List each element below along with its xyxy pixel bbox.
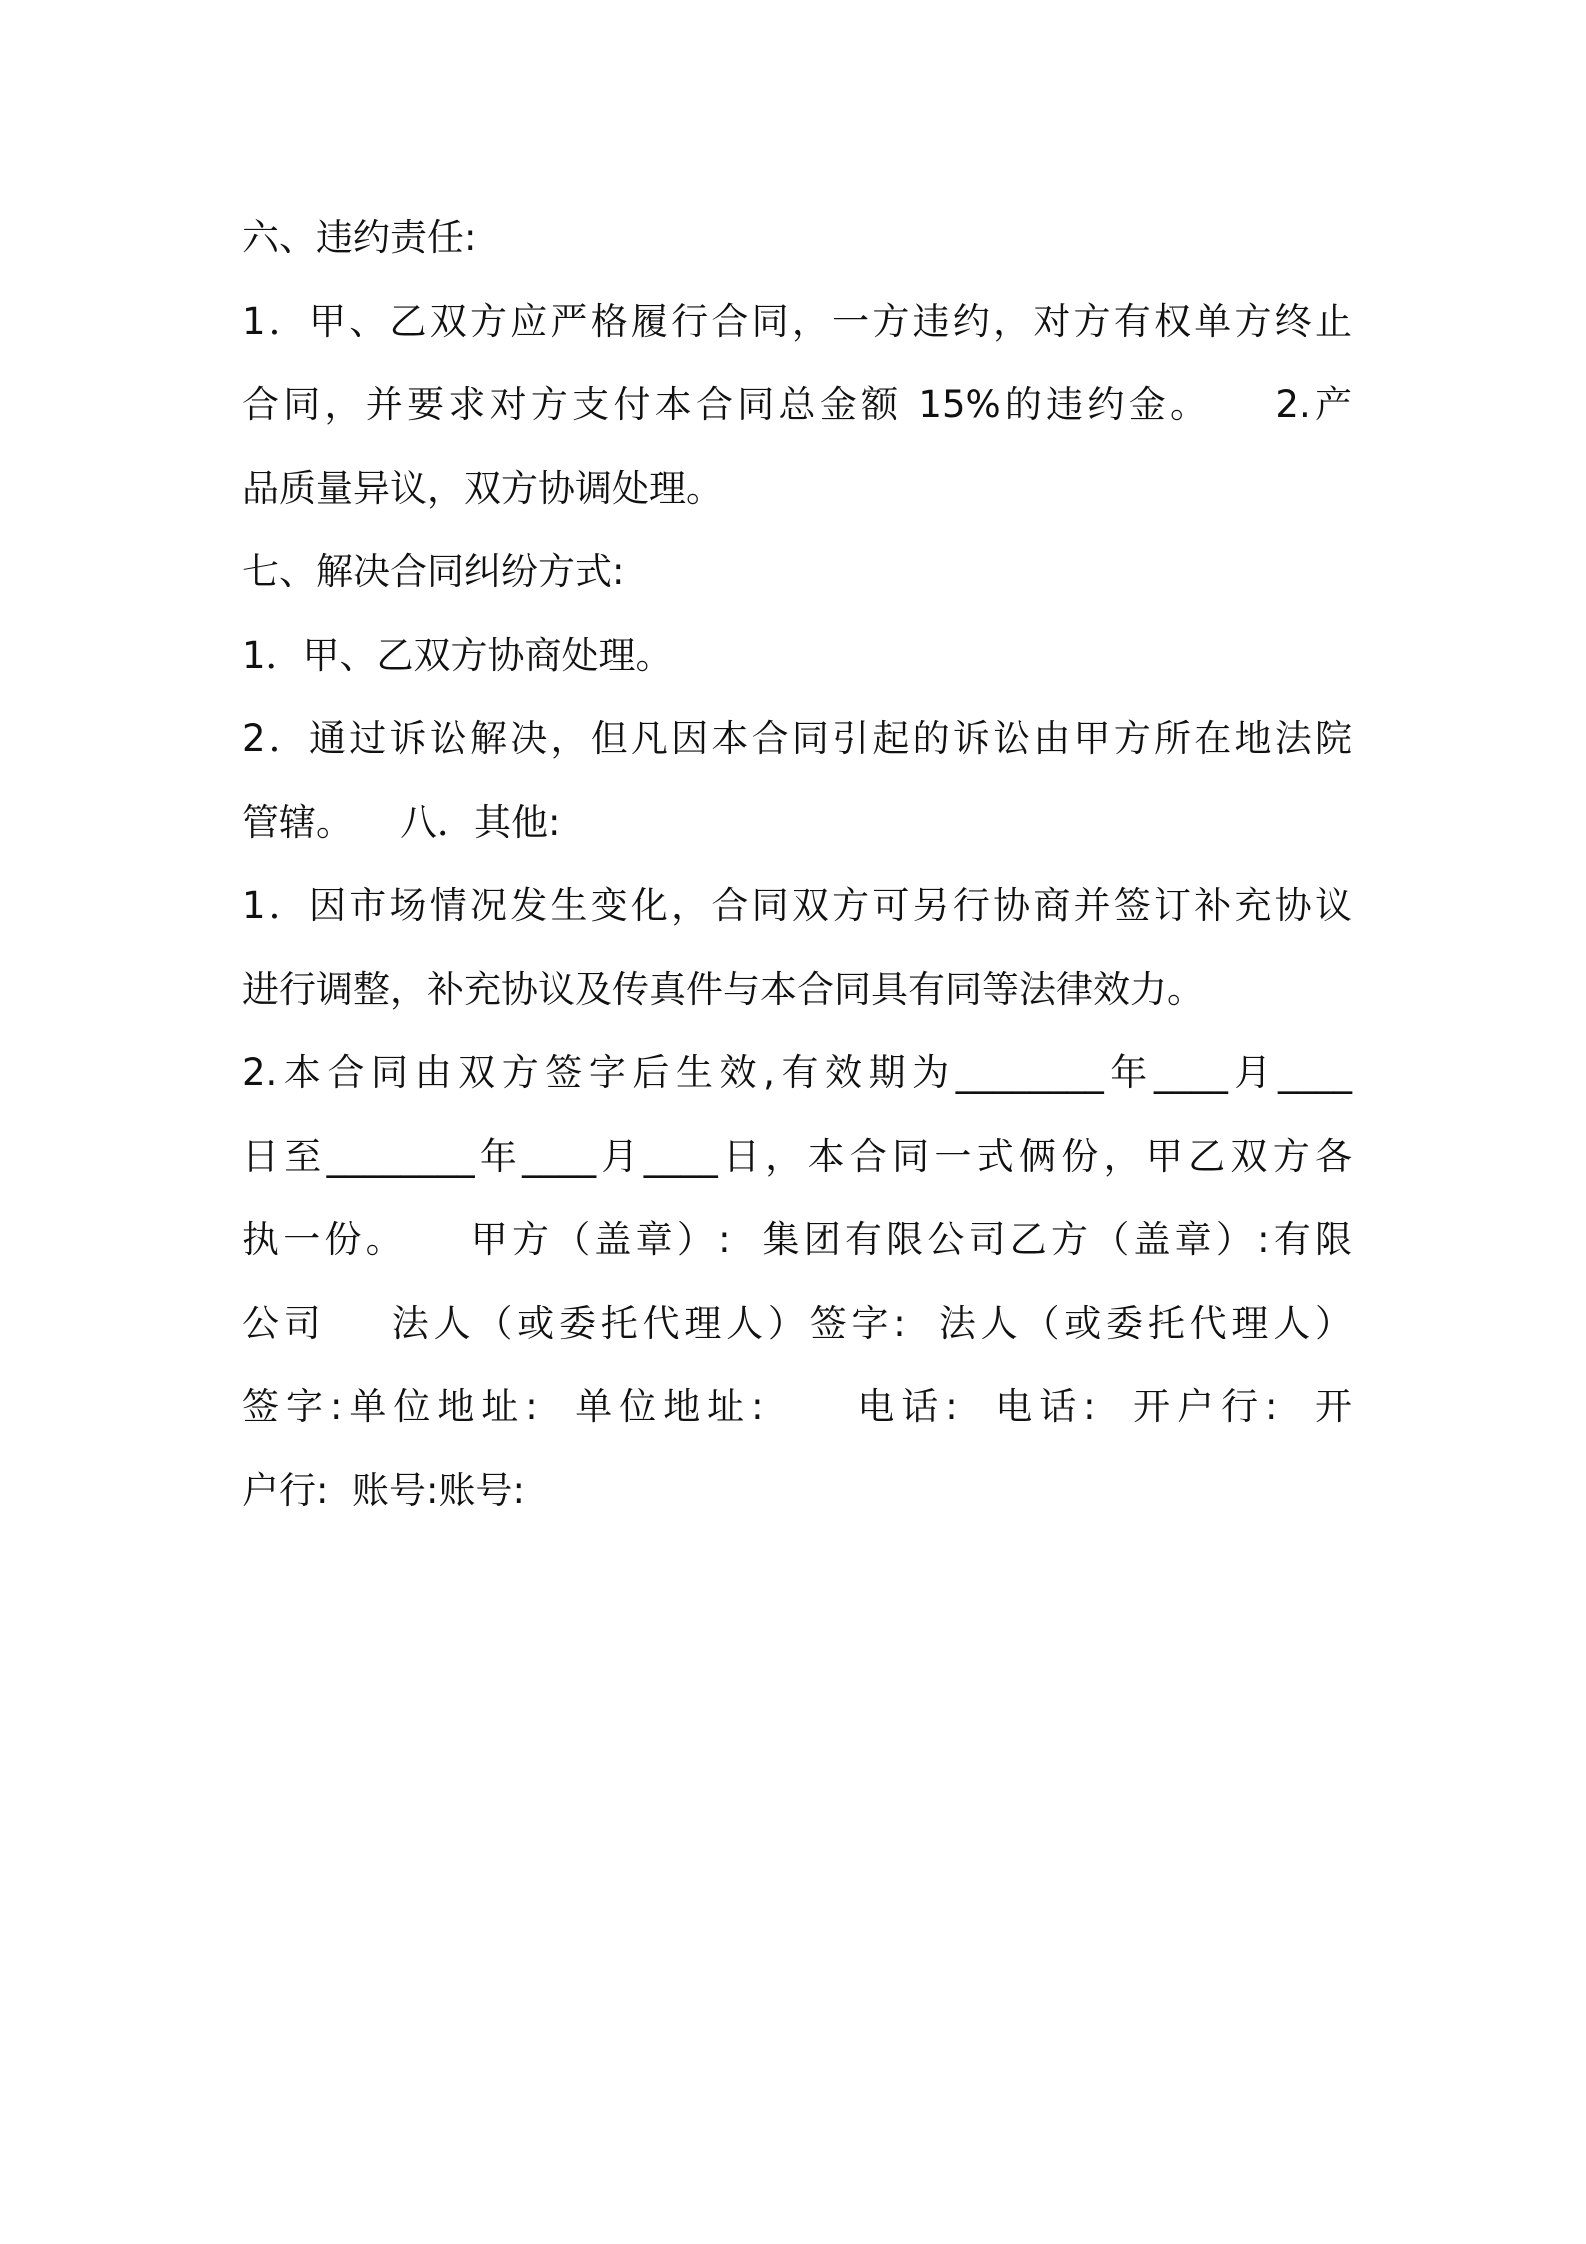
signature-block-line: 户行: 账号:账号: xyxy=(242,1468,525,1512)
text-line: 1．因市场情况发生变化，合同双方可另行协商并签订补充协议 xyxy=(242,884,1352,927)
signature-block-line: 执一份。 甲方（盖章）: 集团有限公司乙方（盖章）:有限 xyxy=(242,1218,1352,1261)
signature-block-line: 公司 法人（或委托代理人）签字: 法人（或委托代理人） xyxy=(242,1301,1352,1345)
text-line: 进行调整，补充协议及传真件与本合同具有同等法律效力。 xyxy=(242,967,1204,1011)
validity-period-line: 日至________年____月____日，本合同一式俩份，甲乙双方各 xyxy=(242,1134,1352,1178)
text-line: 合同，并要求对方支付本合同总金额 15%的违约金。 2.产 xyxy=(242,383,1352,426)
contract-text xyxy=(242,196,1352,1532)
signature-block-line: 签字:单位地址: 单位地址: 电话: 电话: 开户行: 开 xyxy=(242,1385,1352,1428)
text-line: 品质量异议，双方协调处理。 xyxy=(242,466,723,510)
text-line: 管辖。 八．其他: xyxy=(242,800,561,844)
text-line: 1．甲、乙双方应严格履行合同，一方违约，对方有权单方终止 xyxy=(242,299,1352,343)
validity-period-line: 2.本合同由双方签字后生效,有效期为________年____月____ xyxy=(242,1051,1352,1094)
section-7-heading: 七、解决合同纠纷方式: xyxy=(242,550,625,593)
text-line: 2．通过诉讼解决，但凡因本合同引起的诉讼由甲方所在地法院 xyxy=(242,717,1352,760)
section-6-heading: 六、违约责任: xyxy=(242,216,477,259)
text-line: 1．甲、乙双方协商处理。 xyxy=(242,633,673,677)
